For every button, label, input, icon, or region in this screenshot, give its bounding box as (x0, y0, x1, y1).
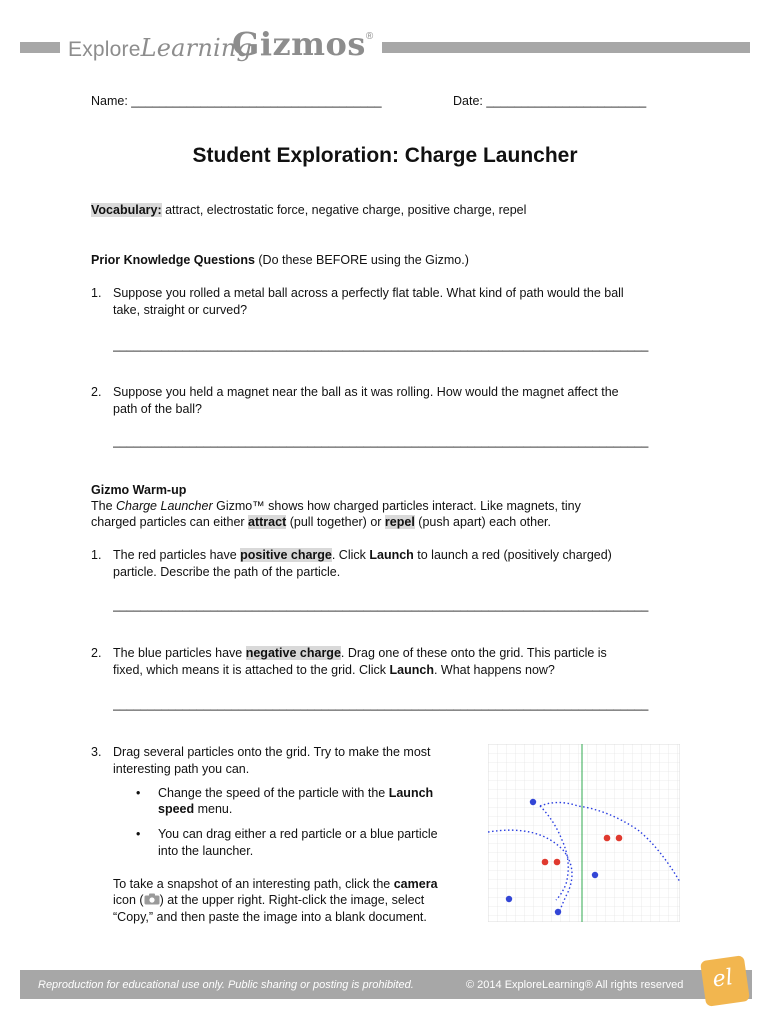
page-title: Student Exploration: Charge Launcher (192, 144, 578, 167)
wu-q2-a: The blue particles have (113, 646, 246, 660)
wu-q2-launch: Launch (389, 663, 434, 677)
camera-icon (144, 893, 160, 905)
snapshot-line2 (113, 893, 424, 907)
term-negative-charge: negative charge (245, 646, 341, 660)
wu-q2-line1 (113, 646, 607, 660)
pk-q2-number: 2. (91, 385, 102, 399)
prior-knowledge-title: Prior Knowledge Questions (91, 253, 255, 267)
snapshot-line1 (113, 877, 438, 891)
wu-q1-line2: particle. Describe the path of the particle. (113, 565, 341, 579)
prior-knowledge-heading (91, 253, 469, 267)
wu-q1-launch: Launch (369, 548, 414, 562)
term-attract: attract (248, 515, 287, 529)
bullet-1-a: Change the speed of the particle with the (158, 786, 389, 800)
warmup-intro-c: charged particles can either (91, 515, 249, 529)
warmup-intro-b: Gizmo™ shows how charged particles interact. Like magnets, tiny (212, 499, 581, 513)
header-bar-left (20, 42, 60, 53)
negative-particle[interactable] (555, 909, 561, 915)
brand-logo (68, 34, 252, 62)
snapshot-c: ) at the upper right. Right-click the image, select (159, 893, 425, 907)
vocabulary-label: Vocabulary: (91, 203, 162, 217)
wu-q2-c: fixed, which means it is attached to the grid. Click (113, 663, 390, 677)
gizmo-grid (488, 744, 680, 922)
brand-gizmos-text: Gizmos (232, 25, 366, 63)
wu-q2-d: . What happens now? (433, 663, 555, 677)
snapshot-line3: “Copy,” and then paste the image into a blank document. (113, 910, 427, 924)
warmup-intro-e: (push apart) each other. (414, 515, 552, 529)
wu-q3-line2: interesting path you can. (113, 762, 250, 776)
positive-particle[interactable] (616, 835, 623, 842)
warmup-intro-gizmo-name: Charge Launcher (116, 499, 213, 513)
pk-q1-line2: take, straight or curved? (113, 303, 248, 317)
wu-q2-number: 2. (91, 646, 102, 660)
bullet-2: • (136, 827, 141, 841)
warmup-heading: Gizmo Warm-up (91, 483, 187, 497)
term-positive-charge: positive charge (240, 548, 332, 562)
explorelearning-logo-icon (700, 955, 750, 1007)
warmup-intro-d: (pull together) or (286, 515, 385, 529)
wu-q1-line1 (113, 548, 612, 562)
footer-copyright: © 2014 ExploreLearning® All rights reserved (466, 979, 684, 991)
wu-q3-number: 3. (91, 745, 102, 759)
wu-q1-answer-line[interactable]: _____________________________________________________________________________ (113, 598, 649, 612)
wu-q2-b: . Drag one of these onto the grid. This particle is (340, 646, 607, 660)
wu-q3-line1: Drag several particles onto the grid. Try to make the most (113, 745, 431, 759)
brand-gizmos (232, 25, 374, 63)
vocabulary (91, 203, 526, 217)
brand-explore: Explore (68, 38, 141, 61)
footer-notice: Reproduction for educational use only. Public sharing or posting is prohibited. (38, 979, 414, 991)
pk-q2-line2: path of the ball? (113, 402, 202, 416)
positive-particle[interactable] (554, 859, 561, 866)
wu-q1-a: The red particles have (113, 548, 241, 562)
negative-particle[interactable] (506, 896, 512, 902)
gizmo-snapshot (488, 744, 680, 922)
bullet-1-line2 (158, 802, 232, 816)
date-field[interactable]: Date: _______________________ (453, 94, 647, 108)
wu-q2-line2 (113, 663, 555, 677)
pk-q2-line1: Suppose you held a magnet near the ball as it was rolling. How would the magnet affect the (113, 385, 619, 399)
positive-particle[interactable] (542, 859, 549, 866)
prior-knowledge-note: (Do these BEFORE using the Gizmo.) (254, 253, 469, 267)
wu-q1-number: 1. (91, 548, 102, 562)
snapshot-a: To take a snapshot of an interesting path, click the (113, 877, 394, 891)
bullet-1-speed: speed (158, 802, 195, 816)
wu-q2-answer-line[interactable]: _____________________________________________________________________________ (113, 697, 649, 711)
wu-q1-c: to launch a red (positively charged) (413, 548, 612, 562)
term-repel: repel (384, 515, 415, 529)
bullet-1-b: menu. (194, 802, 233, 816)
brand-learning: Learning (140, 34, 253, 62)
bullet-2-line1: You can drag either a red particle or a blue particle (158, 827, 438, 841)
warmup-intro-a: The (91, 499, 117, 513)
brand-registered-mark: ® (365, 31, 374, 42)
snapshot-b: icon ( (113, 893, 144, 907)
snapshot-camera-word: camera (393, 877, 438, 891)
bullet-1-launch: Launch (388, 786, 434, 800)
bullet-1-line1 (158, 786, 433, 800)
header-bar-right (382, 42, 750, 53)
negative-particle[interactable] (530, 799, 536, 805)
vocabulary-text: attract, electrostatic force, negative charge, positive charge, repel (161, 203, 527, 217)
bullet-1: • (136, 786, 141, 800)
bullet-2-line2: into the launcher. (158, 844, 254, 858)
positive-particle[interactable] (604, 835, 611, 842)
pk-q2-answer-line[interactable]: _____________________________________________________________________________ (113, 434, 649, 448)
pk-q1-number: 1. (91, 286, 102, 300)
wu-q1-b: . Click (331, 548, 370, 562)
warmup-intro-line2 (91, 515, 551, 529)
pk-q1-line1: Suppose you rolled a metal ball across a perfectly flat table. What kind of path would the ball (113, 286, 624, 300)
name-field[interactable]: Name: ____________________________________ (91, 94, 382, 108)
pk-q1-answer-line[interactable]: _____________________________________________________________________________ (113, 338, 649, 352)
warmup-intro-line1 (91, 499, 581, 513)
el-logo-text: el (711, 965, 735, 993)
negative-particle[interactable] (592, 872, 598, 878)
